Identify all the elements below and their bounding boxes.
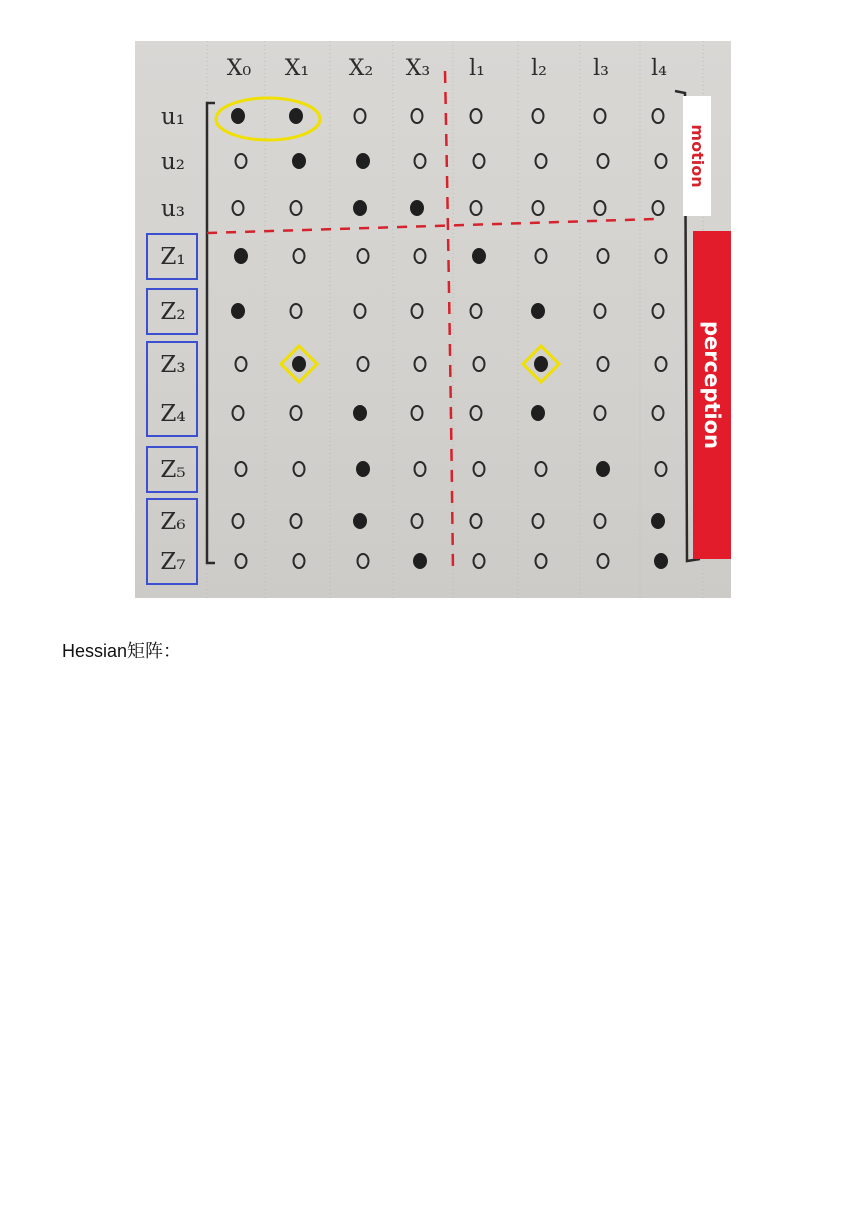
filled-entry <box>292 153 306 169</box>
filled-entry <box>534 356 548 372</box>
zero-entry <box>233 514 244 528</box>
zero-entry <box>536 249 547 263</box>
zero-entry <box>236 357 247 371</box>
zero-entry <box>291 201 302 215</box>
zero-entry <box>653 201 664 215</box>
zero-entry <box>656 357 667 371</box>
zero-entry <box>474 357 485 371</box>
row-header-4: Z₂ <box>160 299 186 325</box>
zero-entry <box>415 357 426 371</box>
zero-entry <box>595 406 606 420</box>
zero-entry <box>294 462 305 476</box>
motion-label: motion <box>688 124 707 188</box>
filled-entry <box>651 513 665 529</box>
filled-entry <box>413 553 427 569</box>
zero-entry <box>656 154 667 168</box>
zero-entry <box>471 514 482 528</box>
zero-entry <box>595 514 606 528</box>
zero-entry <box>471 109 482 123</box>
filled-entry <box>531 303 545 319</box>
zero-entry <box>355 109 366 123</box>
filled-entry <box>654 553 668 569</box>
row-header-6: Z₄ <box>160 401 186 427</box>
zero-entry <box>471 304 482 318</box>
filled-entry <box>231 108 245 124</box>
row-header-8: Z₆ <box>160 509 186 535</box>
zero-entry <box>294 249 305 263</box>
zero-entry <box>595 201 606 215</box>
zero-entry <box>412 406 423 420</box>
zero-entry <box>598 249 609 263</box>
zero-entry <box>415 249 426 263</box>
filled-entry <box>353 200 367 216</box>
zero-entry <box>358 357 369 371</box>
zero-entry <box>533 109 544 123</box>
zero-entry <box>291 514 302 528</box>
filled-entry <box>292 356 306 372</box>
zero-entry <box>236 462 247 476</box>
zero-entry <box>415 154 426 168</box>
zero-entry <box>653 406 664 420</box>
filled-entry <box>234 248 248 264</box>
row-header-9: Z₇ <box>160 549 186 575</box>
perception-label: perception <box>700 321 724 449</box>
filled-entry <box>596 461 610 477</box>
left-bracket <box>207 103 215 563</box>
zero-entry <box>291 304 302 318</box>
zero-entry <box>471 201 482 215</box>
column-header-0: X₀ <box>226 56 252 81</box>
zero-entry <box>412 304 423 318</box>
horizontal-divider <box>207 219 655 233</box>
filled-entry <box>353 513 367 529</box>
row-header-3: Z₁ <box>160 244 186 270</box>
zero-entry <box>294 554 305 568</box>
vertical-divider <box>445 71 453 571</box>
zero-entry <box>536 554 547 568</box>
column-header-3: X₃ <box>405 56 431 81</box>
row-header-7: Z₅ <box>160 457 186 483</box>
matrix-sketch <box>135 41 731 598</box>
column-header-4: l₁ <box>469 56 485 81</box>
zero-entry <box>474 154 485 168</box>
filled-entry <box>289 108 303 124</box>
zero-entry <box>598 554 609 568</box>
zero-entry <box>236 554 247 568</box>
zero-entry <box>358 249 369 263</box>
zero-entry <box>474 462 485 476</box>
filled-entry <box>472 248 486 264</box>
zero-entry <box>471 406 482 420</box>
zero-entry <box>474 554 485 568</box>
row-header-2: u₃ <box>160 196 186 222</box>
zero-entry <box>536 154 547 168</box>
column-header-2: X₂ <box>348 56 374 81</box>
row-header-0: u₁ <box>160 104 186 130</box>
column-header-7: l₄ <box>651 56 667 81</box>
zero-entry <box>595 304 606 318</box>
zero-entry <box>656 462 667 476</box>
column-header-6: l₃ <box>593 56 609 81</box>
zero-entry <box>415 462 426 476</box>
zero-entry <box>233 201 244 215</box>
hand-drawn-jacobian-figure <box>135 41 731 598</box>
zero-entry <box>533 201 544 215</box>
row-header-1: u₂ <box>160 149 186 175</box>
zero-entry <box>291 406 302 420</box>
zero-entry <box>598 357 609 371</box>
column-header-1: X₁ <box>284 56 310 81</box>
zero-entry <box>533 514 544 528</box>
zero-entry <box>598 154 609 168</box>
filled-entry <box>410 200 424 216</box>
hessian-caption: Hessian矩阵： <box>62 641 182 661</box>
zero-entry <box>536 462 547 476</box>
zero-entry <box>236 154 247 168</box>
filled-entry <box>353 405 367 421</box>
zero-entry <box>355 304 366 318</box>
zero-entry <box>656 249 667 263</box>
zero-entry <box>653 109 664 123</box>
filled-entry <box>531 405 545 421</box>
zero-entry <box>412 514 423 528</box>
zero-entry <box>233 406 244 420</box>
column-header-5: l₂ <box>531 56 547 81</box>
zero-entry <box>412 109 423 123</box>
filled-entry <box>356 461 370 477</box>
zero-entry <box>358 554 369 568</box>
row-header-5: Z₃ <box>160 352 186 378</box>
zero-entry <box>595 109 606 123</box>
filled-entry <box>231 303 245 319</box>
zero-entry <box>653 304 664 318</box>
filled-entry <box>356 153 370 169</box>
